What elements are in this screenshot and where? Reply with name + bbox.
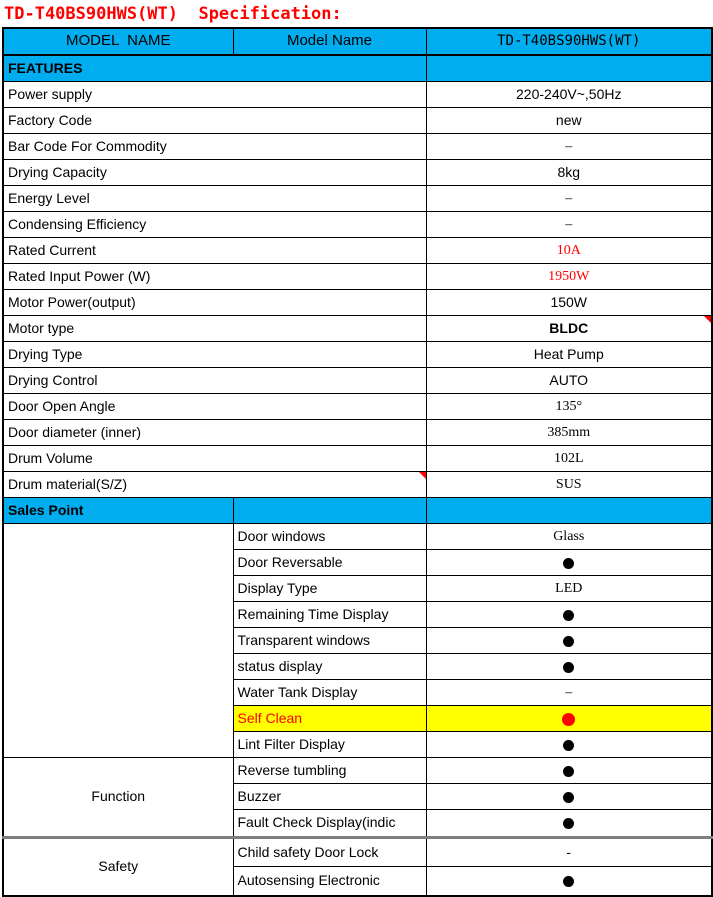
spec-label-cell[interactable]: Factory Code	[3, 108, 426, 134]
empty-cell[interactable]	[426, 498, 712, 524]
spec-value-cell[interactable]	[426, 628, 712, 654]
spec-value-cell[interactable]	[426, 784, 712, 810]
spec-value-cell[interactable]: 8kg	[426, 160, 712, 186]
spec-label-cell[interactable]: Motor type	[3, 316, 426, 342]
spec-value-cell[interactable]	[426, 758, 712, 784]
group-cell-function[interactable]: Function	[3, 758, 233, 838]
self-clean-label-cell[interactable]: Self Clean	[233, 706, 426, 732]
filled-dot-icon	[563, 740, 574, 751]
spec-value-cell[interactable]: –	[426, 134, 712, 160]
filled-dot-icon	[563, 662, 574, 673]
spec-label-cell[interactable]: Rated Current	[3, 238, 426, 264]
model-number-cell[interactable]: TD-T40BS90HWS(WT)	[426, 28, 712, 55]
spec-label-cell[interactable]: Bar Code For Commodity	[3, 134, 426, 160]
spec-label-cell[interactable]: Autosensing Electronic	[233, 867, 426, 896]
spec-label-cell[interactable]: Rated Input Power (W)	[3, 264, 426, 290]
spec-value-cell[interactable]: 102L	[426, 446, 712, 472]
filled-dot-icon	[563, 558, 574, 569]
spec-value-cell[interactable]	[426, 602, 712, 628]
spec-label-cell[interactable]: Drying Capacity	[3, 160, 426, 186]
spec-label-cell[interactable]: Drying Control	[3, 368, 426, 394]
spec-value-cell[interactable]: –	[426, 680, 712, 706]
filled-dot-icon	[563, 818, 574, 829]
spec-label-cell[interactable]: Drying Type	[3, 342, 426, 368]
spec-value-cell[interactable]: 220-240V~,50Hz	[426, 82, 712, 108]
spec-value-cell[interactable]: new	[426, 108, 712, 134]
spec-label-cell[interactable]: Display Type	[233, 576, 426, 602]
spec-table	[2, 27, 713, 897]
spec-value-cell[interactable]: 10A	[426, 238, 712, 264]
spec-label-cell[interactable]: Transparent windows	[233, 628, 426, 654]
spec-value-cell[interactable]	[426, 810, 712, 838]
spec-label-cell[interactable]: Door Reversable	[233, 550, 426, 576]
spec-label-cell[interactable]: status display	[233, 654, 426, 680]
spec-value-cell[interactable]: BLDC	[426, 316, 712, 342]
spec-label-cell[interactable]: Fault Check Display(indic	[233, 810, 426, 838]
filled-dot-icon	[563, 766, 574, 777]
spec-value-cell[interactable]: 385mm	[426, 420, 712, 446]
spec-value-cell[interactable]	[426, 550, 712, 576]
spec-label-cell[interactable]: Condensing Efficiency	[3, 212, 426, 238]
filled-dot-icon	[563, 610, 574, 621]
spec-value-cell[interactable]: 150W	[426, 290, 712, 316]
filled-dot-icon	[563, 636, 574, 647]
section-header-features[interactable]: FEATURES	[3, 55, 426, 82]
spec-label-cell[interactable]: Lint Filter Display	[233, 732, 426, 758]
spec-label-cell[interactable]: Power supply	[3, 82, 426, 108]
filled-dot-icon	[563, 792, 574, 803]
group-cell-safety[interactable]: Safety	[3, 838, 233, 896]
comment-marker-icon	[419, 472, 426, 479]
spec-label-cell[interactable]: Energy Level	[3, 186, 426, 212]
filled-dot-icon	[563, 876, 574, 887]
group-cell-blank[interactable]	[3, 524, 233, 758]
spec-label-cell[interactable]: Buzzer	[233, 784, 426, 810]
spec-value-cell[interactable]: –	[426, 212, 712, 238]
spec-value-cell[interactable]: Child safety Door Lock	[233, 838, 426, 867]
spec-label-cell[interactable]: Water Tank Display	[233, 680, 426, 706]
spec-label-cell[interactable]: Drum material(S/Z)	[3, 472, 426, 498]
spec-label-cell[interactable]: Motor Power(output)	[3, 290, 426, 316]
spec-value-cell[interactable]	[426, 867, 712, 896]
spec-value-cell[interactable]: SUS	[426, 472, 712, 498]
spec-label-cell[interactable]: Door Open Angle	[3, 394, 426, 420]
spec-value-cell[interactable]: –	[426, 186, 712, 212]
col-header-model-name-cn[interactable]: Model Name	[233, 28, 426, 55]
page-title: TD-T40BS90HWS(WT) Specification:	[4, 4, 342, 24]
spec-value-cell[interactable]: Glass	[426, 524, 712, 550]
spec-label-cell[interactable]: Door diameter (inner)	[3, 420, 426, 446]
spec-value-cell[interactable]: 135°	[426, 394, 712, 420]
spec-value-cell[interactable]: AUTO	[426, 368, 712, 394]
spec-value-cell[interactable]: 1950W	[426, 264, 712, 290]
empty-cell[interactable]	[426, 55, 712, 82]
spec-value-cell[interactable]	[426, 732, 712, 758]
self-clean-value-cell[interactable]	[426, 706, 712, 732]
self-clean-dot-icon	[562, 713, 575, 726]
col-header-model-name[interactable]: MODEL NAME	[3, 28, 233, 55]
spec-label-cell[interactable]: Drum Volume	[3, 446, 426, 472]
spec-value-cell[interactable]	[426, 654, 712, 680]
spec-value-cell[interactable]: Heat Pump	[426, 342, 712, 368]
spec-value-cell[interactable]: Reverse tumbling	[233, 758, 426, 784]
section-header-sales-point[interactable]: Sales Point	[3, 498, 233, 524]
spec-value-cell[interactable]: Door windows	[233, 524, 426, 550]
spec-label-cell[interactable]: Remaining Time Display	[233, 602, 426, 628]
empty-cell[interactable]	[233, 498, 426, 524]
spec-table-body	[3, 28, 712, 896]
spec-value-cell[interactable]: -	[426, 838, 712, 867]
comment-marker-icon	[704, 316, 711, 323]
spec-value-cell[interactable]: LED	[426, 576, 712, 602]
